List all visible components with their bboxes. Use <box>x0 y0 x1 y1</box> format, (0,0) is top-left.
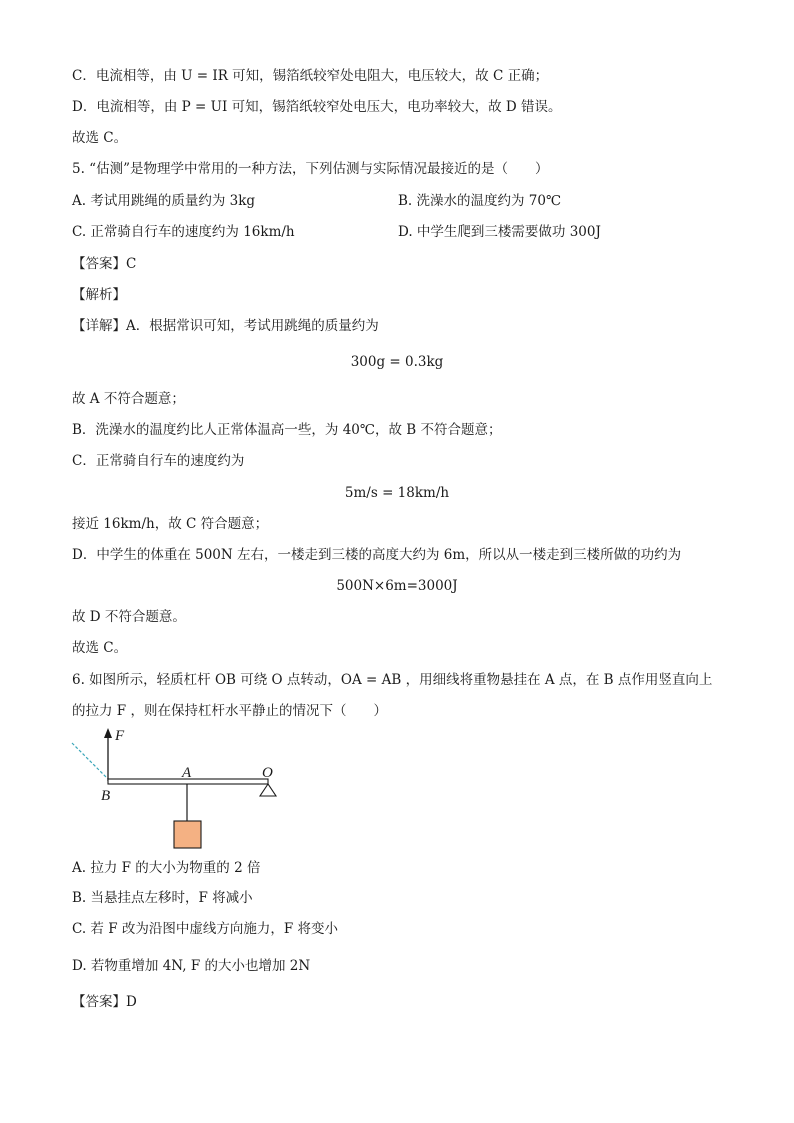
label-b: B <box>101 788 111 804</box>
text-line-c: C．电流相等，由 U = IR 可知，锡箔纸较窄处电阻大，电压较大，故 C 正确； <box>72 68 549 84</box>
q5-b-line: B．洗澡水的温度约比人正常体温高一些，为 40℃，故 B 不符合题意； <box>72 422 502 438</box>
force-arrow-head <box>104 728 112 738</box>
answer-value: D <box>126 994 137 1010</box>
q6-option-b: B. 当悬挂点左移时，F 将减小 <box>72 890 253 906</box>
q5-detail-a <box>72 316 379 336</box>
detail-tag: 【详解】 <box>72 318 126 334</box>
detail-a-text: A．根据常识可知，考试用跳绳的质量约为 <box>126 318 379 334</box>
q5-answer <box>72 254 136 274</box>
q6-option-c: C. 若 F 改为沿图中虚线方向施力，F 将变小 <box>72 921 339 937</box>
q5-equation-2: 5m/s = 18km/h <box>344 485 450 501</box>
dashed-force-line <box>72 743 108 779</box>
q5-d-not: 故 D 不符合题意。 <box>72 609 186 625</box>
q5-stem: 5. “估测”是物理学中常用的一种方法，下列估测与实际情况最接近的是（ ） <box>72 161 549 177</box>
q6-stem-line-1: 6. 如图所示，轻质杠杆 OB 可绕 O 点转动，OA = AB ，用细线将重物悬挂在 A 点，在 B 点作用竖直向上 <box>72 672 713 688</box>
q5-option-d: D. 中学生爬到三楼需要做功 300J <box>398 224 601 240</box>
q5-equation-3: 500N×6m=3000J <box>336 578 458 594</box>
q6-stem-line-2: 的拉力 F ，则在保持杠杆水平静止的情况下（ ） <box>72 703 387 719</box>
q5-option-c: C. 正常骑自行车的速度约为 16km/h <box>72 224 295 240</box>
q5-c-speed: C．正常骑自行车的速度约为 <box>72 453 245 469</box>
answer-tag: 【答案】 <box>72 994 126 1010</box>
pivot-triangle <box>260 784 276 796</box>
q5-equation-1: 300g = 0.3kg <box>350 354 444 370</box>
q5-c-near: 接近 16km/h，故 C 符合题意； <box>72 516 269 532</box>
q5-d-work: D．中学生的体重在 500N 左右，一楼走到三楼的高度大约为 6m，所以从一楼走到三楼所做的功约为 <box>72 547 682 563</box>
label-o: O <box>262 765 273 781</box>
q6-answer <box>72 992 137 1012</box>
q5-analysis-tag: 【解析】 <box>72 287 126 303</box>
answer-value: C <box>126 256 137 272</box>
text-line-d: D．电流相等，由 P = UI 可知，锡箔纸较窄处电压大，电功率较大，故 D 错误。 <box>72 99 562 115</box>
q6-option-d: D. 若物重增加 4N, F 的大小也增加 2N <box>72 958 311 974</box>
q5-option-b: B. 洗澡水的温度约为 70℃ <box>398 193 562 209</box>
q5-option-a: A. 考试用跳绳的质量约为 3kg <box>72 193 256 209</box>
lever-figure <box>70 725 285 853</box>
text-choose-c: 故选 C。 <box>72 130 128 146</box>
label-a: A <box>182 765 192 781</box>
hanging-weight <box>174 821 201 848</box>
q5-a-not: 故 A 不符合题意； <box>72 391 185 407</box>
q5-choose: 故选 C。 <box>72 640 128 656</box>
answer-tag: 【答案】 <box>72 256 126 272</box>
label-f: F <box>115 728 125 744</box>
q6-option-a: A. 拉力 F 的大小为物重的 2 倍 <box>72 860 261 876</box>
